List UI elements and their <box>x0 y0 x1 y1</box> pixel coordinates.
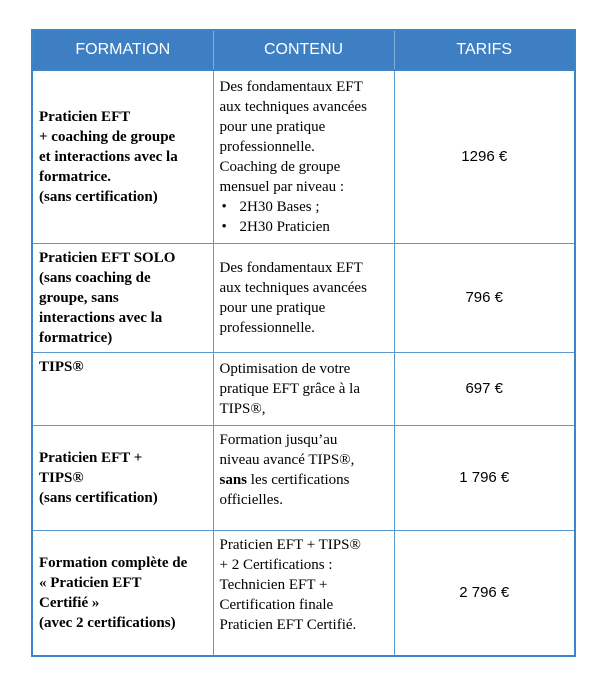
tarif-cell: 1 796 € <box>394 426 575 531</box>
formation-line: + coaching de groupe <box>39 129 176 145</box>
contenu-cell <box>213 244 394 353</box>
header-row <box>32 30 575 70</box>
contenu-cell <box>213 70 394 244</box>
tarif-cell: 1296 € <box>394 70 575 244</box>
table-row <box>32 353 575 426</box>
header-tarifs: TARIFS <box>394 30 575 70</box>
contenu-text: les certifications <box>247 472 350 488</box>
table-row <box>32 426 575 531</box>
tarif-cell: 796 € <box>394 244 575 353</box>
tarif-cell: 2 796 € <box>394 531 575 657</box>
contenu-line: aux techniques avancées <box>219 99 367 115</box>
formation-line: (sans coaching de <box>39 270 151 286</box>
contenu-line: Des fondamentaux EFT <box>219 79 363 95</box>
formation-line: formatrice. <box>39 169 112 185</box>
contenu-line: niveau avancé TIPS®, <box>219 452 355 468</box>
table-row <box>32 244 575 353</box>
contenu-line: pour une pratique <box>219 300 326 316</box>
contenu-line: Formation jusqu’au <box>219 432 338 448</box>
formation-line: Praticien EFT + <box>39 450 143 466</box>
formation-line: TIPS® <box>39 359 84 375</box>
formation-line: (sans certification) <box>39 490 158 506</box>
contenu-line: aux techniques avancées <box>219 280 367 296</box>
table-row <box>32 531 575 657</box>
contenu-line: Certification finale <box>219 597 334 613</box>
contenu-line: officielles. <box>219 492 283 508</box>
contenu-line: Praticien EFT + TIPS® <box>219 537 361 553</box>
contenu-line: mensuel par niveau : <box>219 179 345 195</box>
formation-cell <box>32 353 213 426</box>
contenu-line: TIPS®, <box>219 401 266 417</box>
contenu-line <box>220 470 389 490</box>
formation-line: formatrice) <box>39 330 113 346</box>
pricing-table <box>31 29 576 657</box>
contenu-line: Des fondamentaux EFT <box>219 260 363 276</box>
formation-line: TIPS® <box>39 470 84 486</box>
tarif-cell: 697 € <box>394 353 575 426</box>
contenu-cell <box>213 531 394 657</box>
formation-line: Praticien EFT SOLO <box>39 250 176 266</box>
formation-line: Formation complète de <box>39 555 188 571</box>
formation-line: (sans certification) <box>39 189 158 205</box>
formation-cell <box>32 531 213 657</box>
formation-cell <box>32 70 213 244</box>
formation-line: et interactions avec la <box>39 149 178 165</box>
bullet-item: • 2H30 Praticien <box>220 217 389 237</box>
formation-line: (avec 2 certifications) <box>39 615 176 631</box>
formation-line: groupe, sans <box>39 290 119 306</box>
emphasis-text: sans <box>219 472 248 488</box>
formation-line: « Praticien EFT <box>39 575 142 591</box>
formation-cell <box>32 244 213 353</box>
formation-line: Certifié » <box>39 595 100 611</box>
contenu-line: professionnelle. <box>219 320 315 336</box>
contenu-line: Praticien EFT Certifié. <box>219 617 357 633</box>
table-row <box>32 70 575 244</box>
bullet-list <box>220 197 389 237</box>
header-contenu: CONTENU <box>213 30 394 70</box>
contenu-line: + 2 Certifications : <box>219 557 333 573</box>
formation-line: Praticien EFT <box>39 109 131 125</box>
contenu-line: Optimisation de votre <box>219 361 351 377</box>
contenu-line: professionnelle. <box>219 139 315 155</box>
formation-cell <box>32 426 213 531</box>
contenu-line: pour une pratique <box>219 119 326 135</box>
contenu-cell <box>213 353 394 426</box>
bullet-item: • 2H30 Bases ; <box>220 197 389 217</box>
contenu-line: Coaching de groupe <box>219 159 341 175</box>
contenu-line: pratique EFT grâce à la <box>219 381 360 397</box>
contenu-cell <box>213 426 394 531</box>
header-formation: FORMATION <box>32 30 213 70</box>
formation-line: interactions avec la <box>39 310 163 326</box>
contenu-line: Technicien EFT + <box>219 577 328 593</box>
